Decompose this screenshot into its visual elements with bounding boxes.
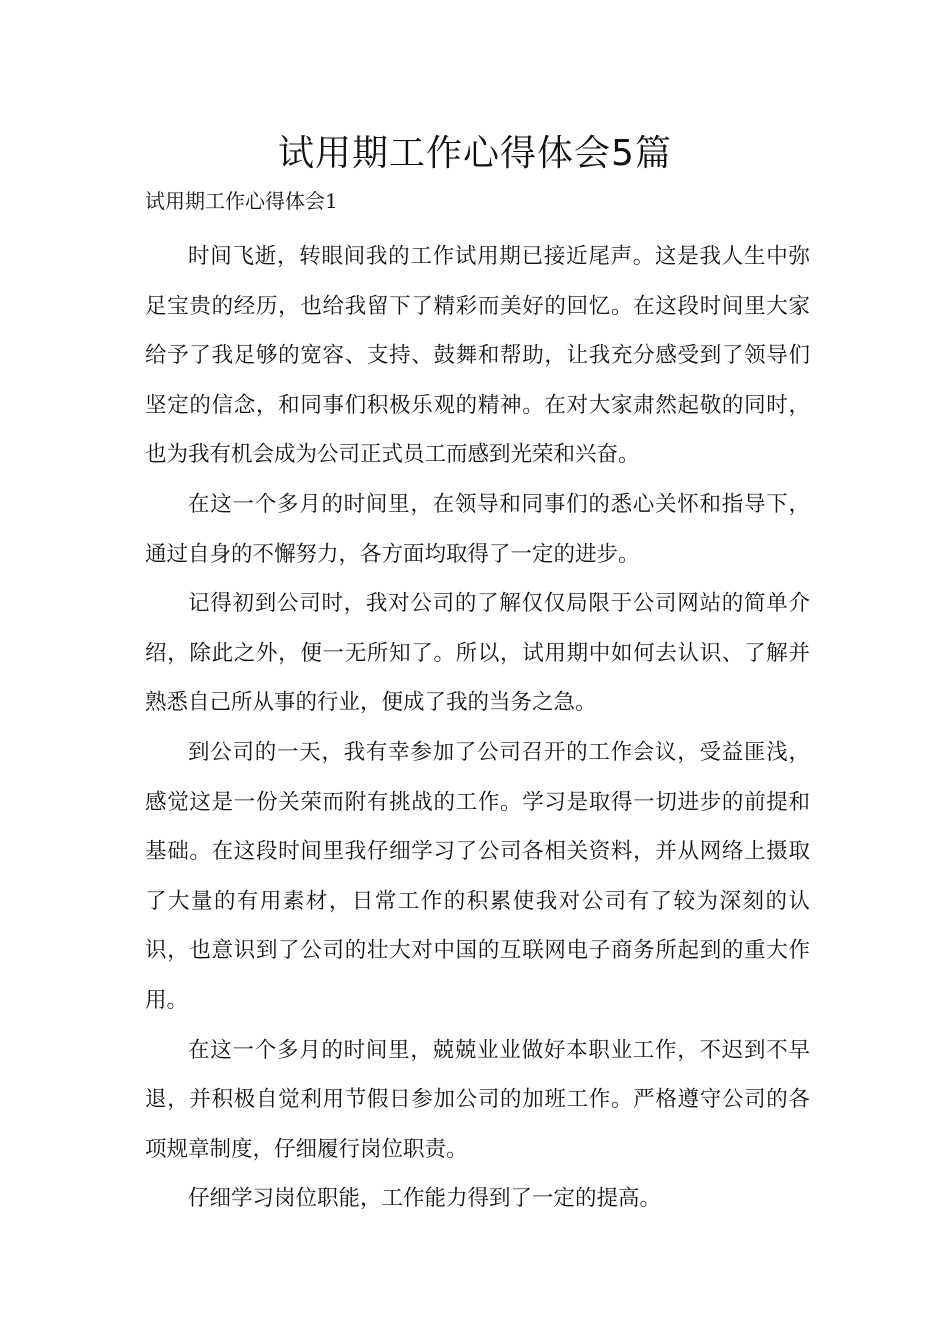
paragraph: 时间飞逝，转眼间我的工作试用期已接近尾声。这是我人生中弥足宝贵的经历，也给我留下了精彩而美好的回忆。在这段时间里大家给予了我足够的宽容、支持、鼓舞和帮助，让我充分感受到了领导们坚定的信念，和同事们积极乐观的精神。在对大家肃然起敬的同时，也为我有机会成为公司正式员工而感到光荣和兴奋。 (145, 244, 810, 468)
paragraph: 到公司的一天，我有幸参加了公司召开的工作会议，受益匪浅，感觉这是一份关荣而附有挑战的工作。学习是取得一切进步的前提和基础。在这段时间里我仔细学习了公司各相关资料，并从网络上摄取了大量的有用素材，日常工作的积累使我对公司有了较为深刻的认识，也意识到了公司的壮大对中国的互联网电子商务所起到的重大作用。 (145, 739, 810, 1013)
document-title: 试用期工作心得体会5篇 (278, 133, 672, 174)
section-heading: 试用期工作心得体会1 (145, 189, 338, 213)
paragraph: 记得初到公司时，我对公司的了解仅仅局限于公司网站的简单介绍，除此之外，便一无所知了。所以，试用期中如何去认识、了解并熟悉自己所从事的行业，便成了我的当务之急。 (145, 591, 810, 716)
document-body (145, 232, 810, 1224)
paragraph: 在这一个多月的时间里，兢兢业业做好本职业工作，不迟到不早退，并积极自觉利用节假日参加公司的加班工作。严格遵守公司的各项规章制度，仔细履行岗位职责。 (145, 1037, 810, 1162)
paragraph: 仔细学习岗位职能，工作能力得到了一定的提高。 (188, 1186, 662, 1212)
paragraph: 在这一个多月的时间里，在领导和同事们的悉心关怀和指导下，通过自身的不懈努力，各方面均取得了一定的进步。 (145, 491, 810, 567)
